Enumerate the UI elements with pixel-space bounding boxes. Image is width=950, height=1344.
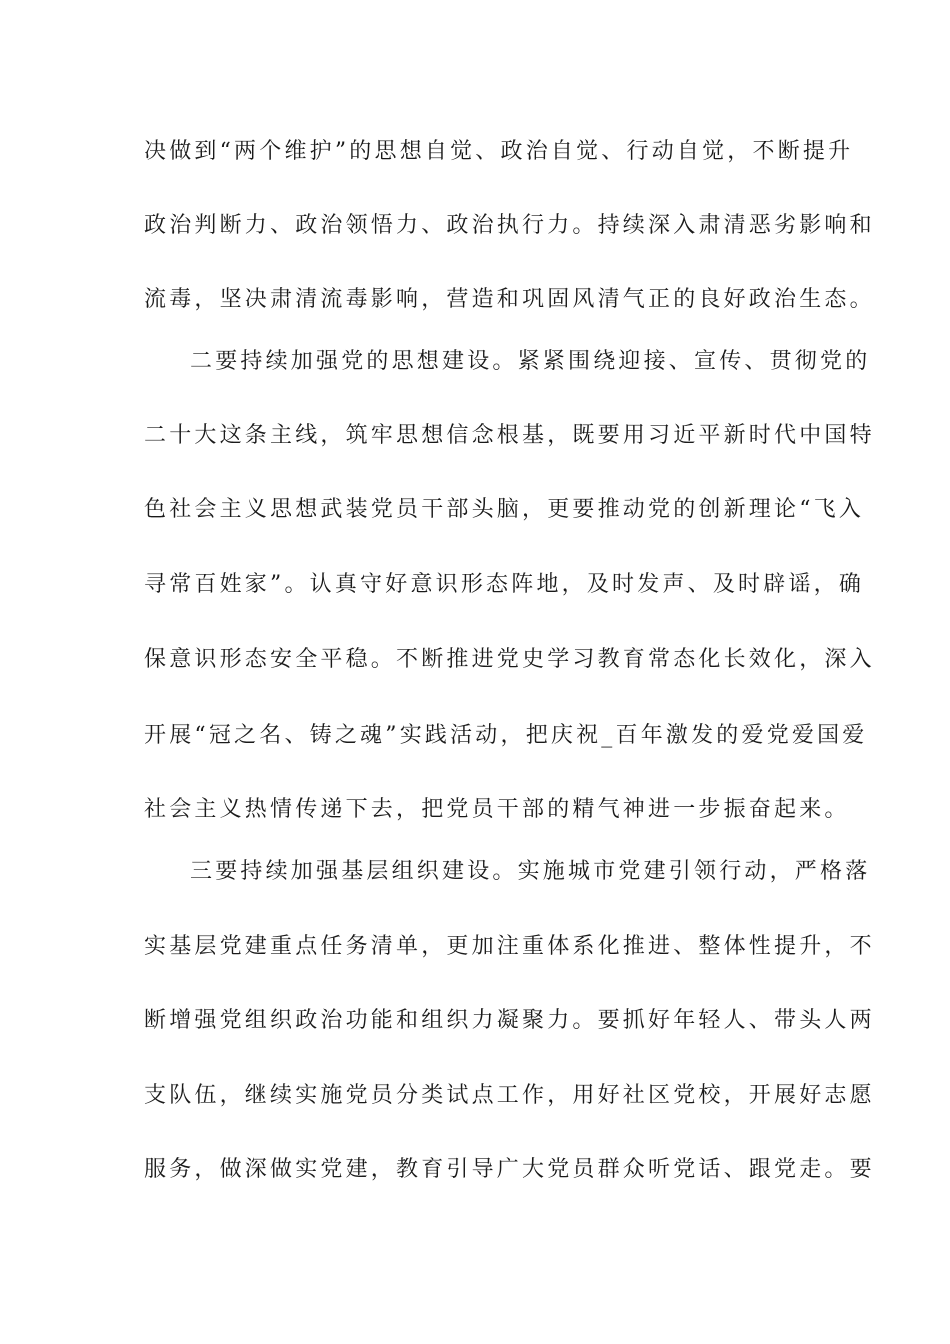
text-line: 政治判断力、政治领悟力、政治执行力。持续深入肃清恶劣影响和 [144,213,875,238]
text-line: 二十大这条主线，筑牢思想信念根基，既要用习近平新时代中国特 [144,423,875,448]
text-line: 开展“冠之名、铸之魂”实践活动，把庆祝_百年激发的爱党爱国爱 [144,723,868,748]
text-line: 流毒，坚决肃清流毒影响，营造和巩固风清气正的良好政治生态。 [144,287,875,312]
paragraph-start-line: 三要持续加强基层组织建设。实施城市党建引领行动，严格落 [190,859,871,884]
text-line: 保意识形态安全平稳。不断推进党史学习教育常态化长效化，深入 [144,647,875,672]
text-line: 寻常百姓家”。认真守好意识形态阵地，及时发声、及时辟谣，确 [144,572,865,597]
paragraph-start-line: 二要持续加强党的思想建设。紧紧围绕迎接、宣传、贯彻党的 [190,349,871,374]
text-line: 支队伍，继续实施党员分类试点工作，用好社区党校，开展好志愿 [144,1083,875,1108]
text-line: 决做到“两个维护”的思想自觉、政治自觉、行动自觉，不断提升 [144,139,854,164]
text-line: 服务，做深做实党建，教育引导广大党员群众听党话、跟党走。要 [144,1157,875,1182]
text-line: 社会主义热情传递下去，把党员干部的精气神进一步振奋起来。 [144,797,850,822]
text-line: 实基层党建重点任务清单，更加注重体系化推进、整体性提升，不 [144,934,875,959]
text-line: 色社会主义思想武装党员干部头脑，更要推动党的创新理论“飞入 [144,497,865,522]
text-line: 断增强党组织政治功能和组织力凝聚力。要抓好年轻人、带头人两 [144,1008,875,1033]
